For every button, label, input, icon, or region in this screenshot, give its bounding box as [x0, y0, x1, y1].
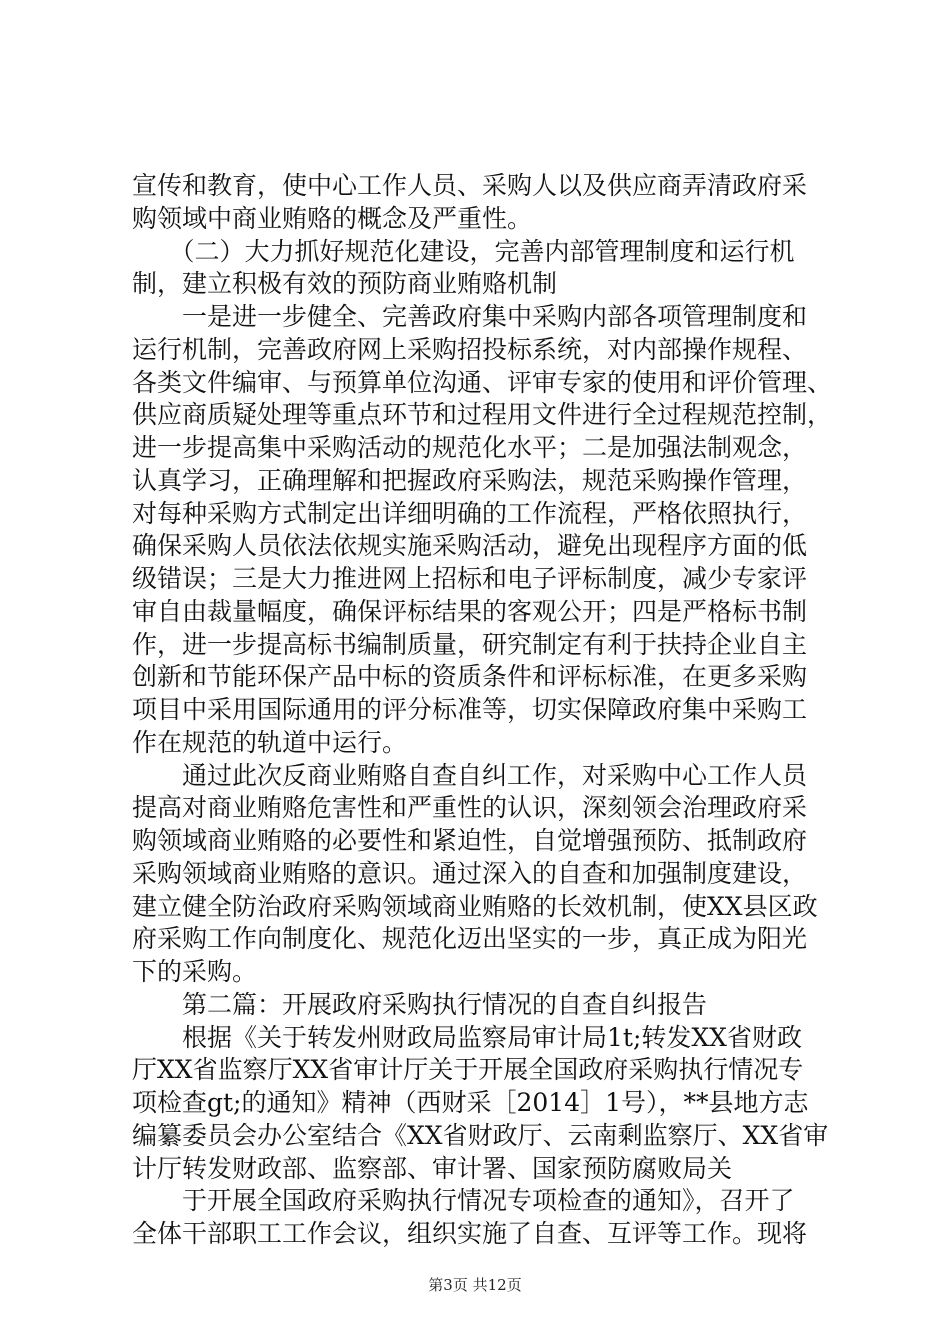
text-line: 计厅转发财政部、监察部、审计署、国家预防腐败局关	[132, 1153, 733, 1183]
text-line: 作，进一步提高标书编制质量，研究制定有利于扶持企业自主	[132, 629, 808, 659]
text-line: 宣传和教育，使中心工作人员、采购人以及供应商弄清政府采	[132, 171, 808, 200]
text-line: 确保采购人员依法依规实施采购活动，避免出现程序方面的低	[132, 531, 808, 561]
text-line: 各类文件编审、与预算单位沟通、评审专家的使用和评价管理、	[132, 367, 833, 397]
text-line: 一是进一步健全、完善政府集中采购内部各项管理制度和	[132, 302, 808, 331]
text-line: 通过此次反商业贿赂自查自纠工作，对采购中心工作人员	[132, 760, 808, 790]
text-line: 供应商质疑处理等重点环节和过程用文件进行全过程规范控制，	[132, 400, 833, 430]
text-line: 对每种采购方式制定出详细明确的工作流程，严格依照执行，	[132, 498, 808, 528]
text-line: 制，建立积极有效的预防商业贿赂机制	[132, 269, 558, 299]
text-line: 厅XX省监察厅XX省审计厅关于开展全国政府采购执行情况专	[132, 1055, 804, 1085]
text-line: 全体干部职工工作会议，组织实施了自查、互评等工作。现将	[132, 1219, 808, 1248]
text-line: 购领域商业贿赂的必要性和紧迫性，自觉增强预防、抵制政府	[132, 826, 808, 855]
text-line: 购领域中商业贿赂的概念及严重性。	[132, 203, 533, 233]
text-line: 认真学习，正确理解和把握政府采购法，规范采购操作管理，	[132, 465, 808, 495]
text-line: 下的采购。	[132, 957, 258, 986]
text-line: （二）大力抓好规范化建设，完善内部管理制度和运行机	[132, 236, 795, 266]
text-line: 建立健全防治政府采购领域商业贿赂的长效机制，使XX县区政	[132, 891, 818, 921]
text-line: 作在规范的轨道中运行。	[132, 727, 408, 757]
text-line: 根据《关于转发州财政局监察局审计局1t;转发XX省财政	[132, 1022, 802, 1052]
page-footer: 第3页 共12页	[428, 1276, 522, 1294]
text-line: 运行机制，完善政府网上采购招投标系统，对内部操作规程、	[132, 334, 808, 364]
text-line: 第二篇：开展政府采购执行情况的自查自纠报告	[132, 989, 708, 1019]
text-line: 提高对商业贿赂危害性和严重性的认识，深刻领会治理政府采	[132, 793, 808, 823]
text-line: 采购领域商业贿赂的意识。通过深入的自查和加强制度建设，	[132, 858, 808, 888]
text-line: 项目中采用国际通用的评分标准等，切实保障政府集中采购工	[132, 695, 808, 724]
document-body	[132, 170, 832, 1251]
text-line: 创新和节能环保产品中标的资质条件和评标标准，在更多采购	[132, 662, 808, 692]
text-line: 项检查gt;的通知》精神（西财采［2014］1号），**县地方志	[132, 1088, 809, 1117]
text-line: 于开展全国政府采购执行情况专项检查的通知》，召开了	[132, 1186, 795, 1216]
text-line: 审自由裁量幅度，确保评标结果的客观公开；四是严格标书制	[132, 596, 808, 626]
text-line: 进一步提高集中采购活动的规范化水平；二是加强法制观念，	[132, 433, 808, 462]
text-line: 级错误；三是大力推进网上招标和电子评标制度，减少专家评	[132, 564, 808, 593]
text-line: 编纂委员会办公室结合《XX省财政厅、云南剩监察厅、XX省审	[132, 1120, 829, 1150]
text-line: 府采购工作向制度化、规范化迈出坚实的一步，真正成为阳光	[132, 924, 808, 954]
